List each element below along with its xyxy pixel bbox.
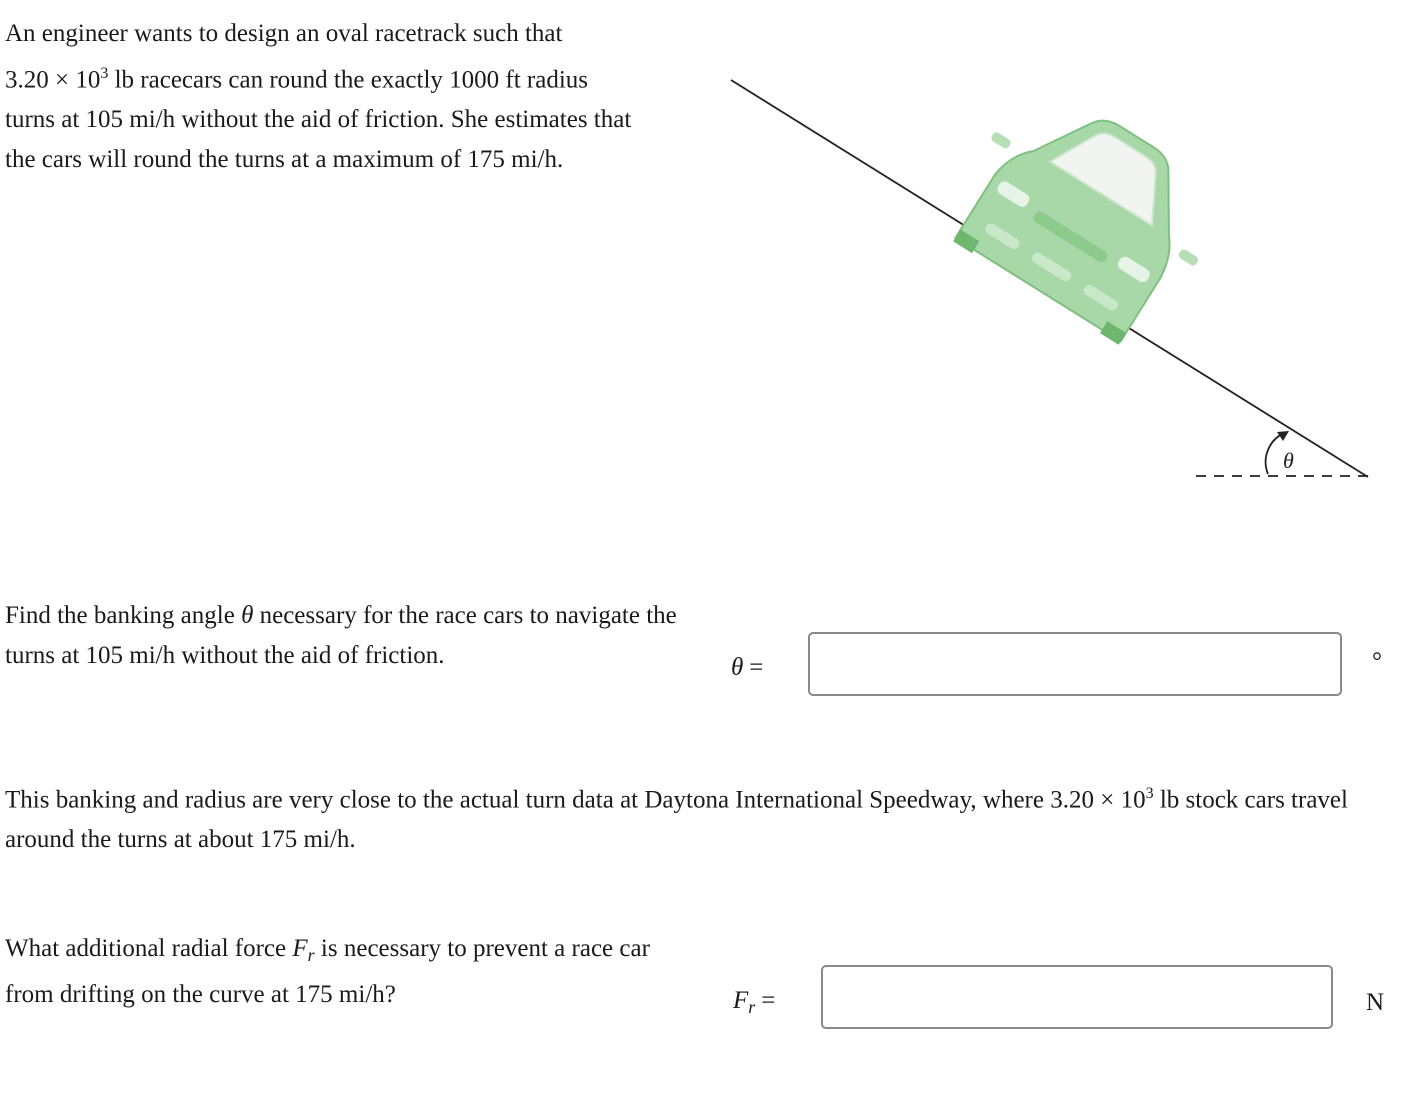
angle-label: θ [1283,448,1294,473]
force-answer-label [733,987,775,1018]
context-lead: This banking and radius are very close to the actual turn data at Daytona International Speedway, where [5,786,1044,814]
daytona-context-text [5,774,1400,860]
theta-answer-input[interactable] [808,632,1342,696]
question-2-text [5,929,685,1015]
intro-line-3: turns at 105 mi/h without the aid of friction. She estimates that [5,106,632,134]
intro-line-2: lb racecars can round the exactly 1000 ft radius [114,66,589,94]
power-exponent: 3 [100,65,109,82]
mass-coefficient: 3.20 [5,66,49,94]
force-label-symbol: F [733,987,749,1014]
force-answer-input[interactable] [821,965,1333,1029]
force-label-subscript: r [748,997,756,1017]
question-1-rest: necessary for the race cars to navigate the turns at 105 mi/h without the aid of friction. [5,602,677,669]
question-2-lead: What additional radial force [5,935,287,962]
intro-line-4: the cars will round the turns at a maximum of 175 mi/h. [5,146,564,174]
left-mirror [990,131,1012,150]
car-body [934,71,1237,356]
theta-equals: = [749,654,764,681]
times-sign: × [55,66,70,94]
context-times-sign: × [1100,786,1115,814]
right-mirror [1177,248,1199,267]
newton-unit: N [1366,989,1385,1016]
theta-label-symbol: θ [731,654,744,681]
context-power-exponent: 3 [1145,785,1154,802]
theta-answer-label [731,654,763,682]
problem-intro [5,14,705,180]
question-1-lead: Find the banking angle [5,602,235,629]
theta-symbol: θ [241,602,254,629]
force-subscript: r [307,945,315,965]
intro-line-1: An engineer wants to design an oval racetrack such that [5,20,563,47]
degree-unit: ° [1372,648,1382,675]
context-power-base: 10 [1120,786,1146,814]
banked-track-diagram [700,60,1390,500]
race-car [934,71,1237,356]
force-symbol: F [292,935,308,962]
context-rest: lb stock cars travel around the turns at about 175 mi/h. [5,786,1348,854]
angle-arc [1266,433,1284,474]
power-base: 10 [75,66,101,94]
force-equals: = [761,987,776,1014]
context-coefficient: 3.20 [1050,786,1094,814]
question-1-text [5,596,685,676]
question-2-rest: is necessary to prevent a race car from drifting on the curve at 175 mi/h? [5,935,650,1008]
